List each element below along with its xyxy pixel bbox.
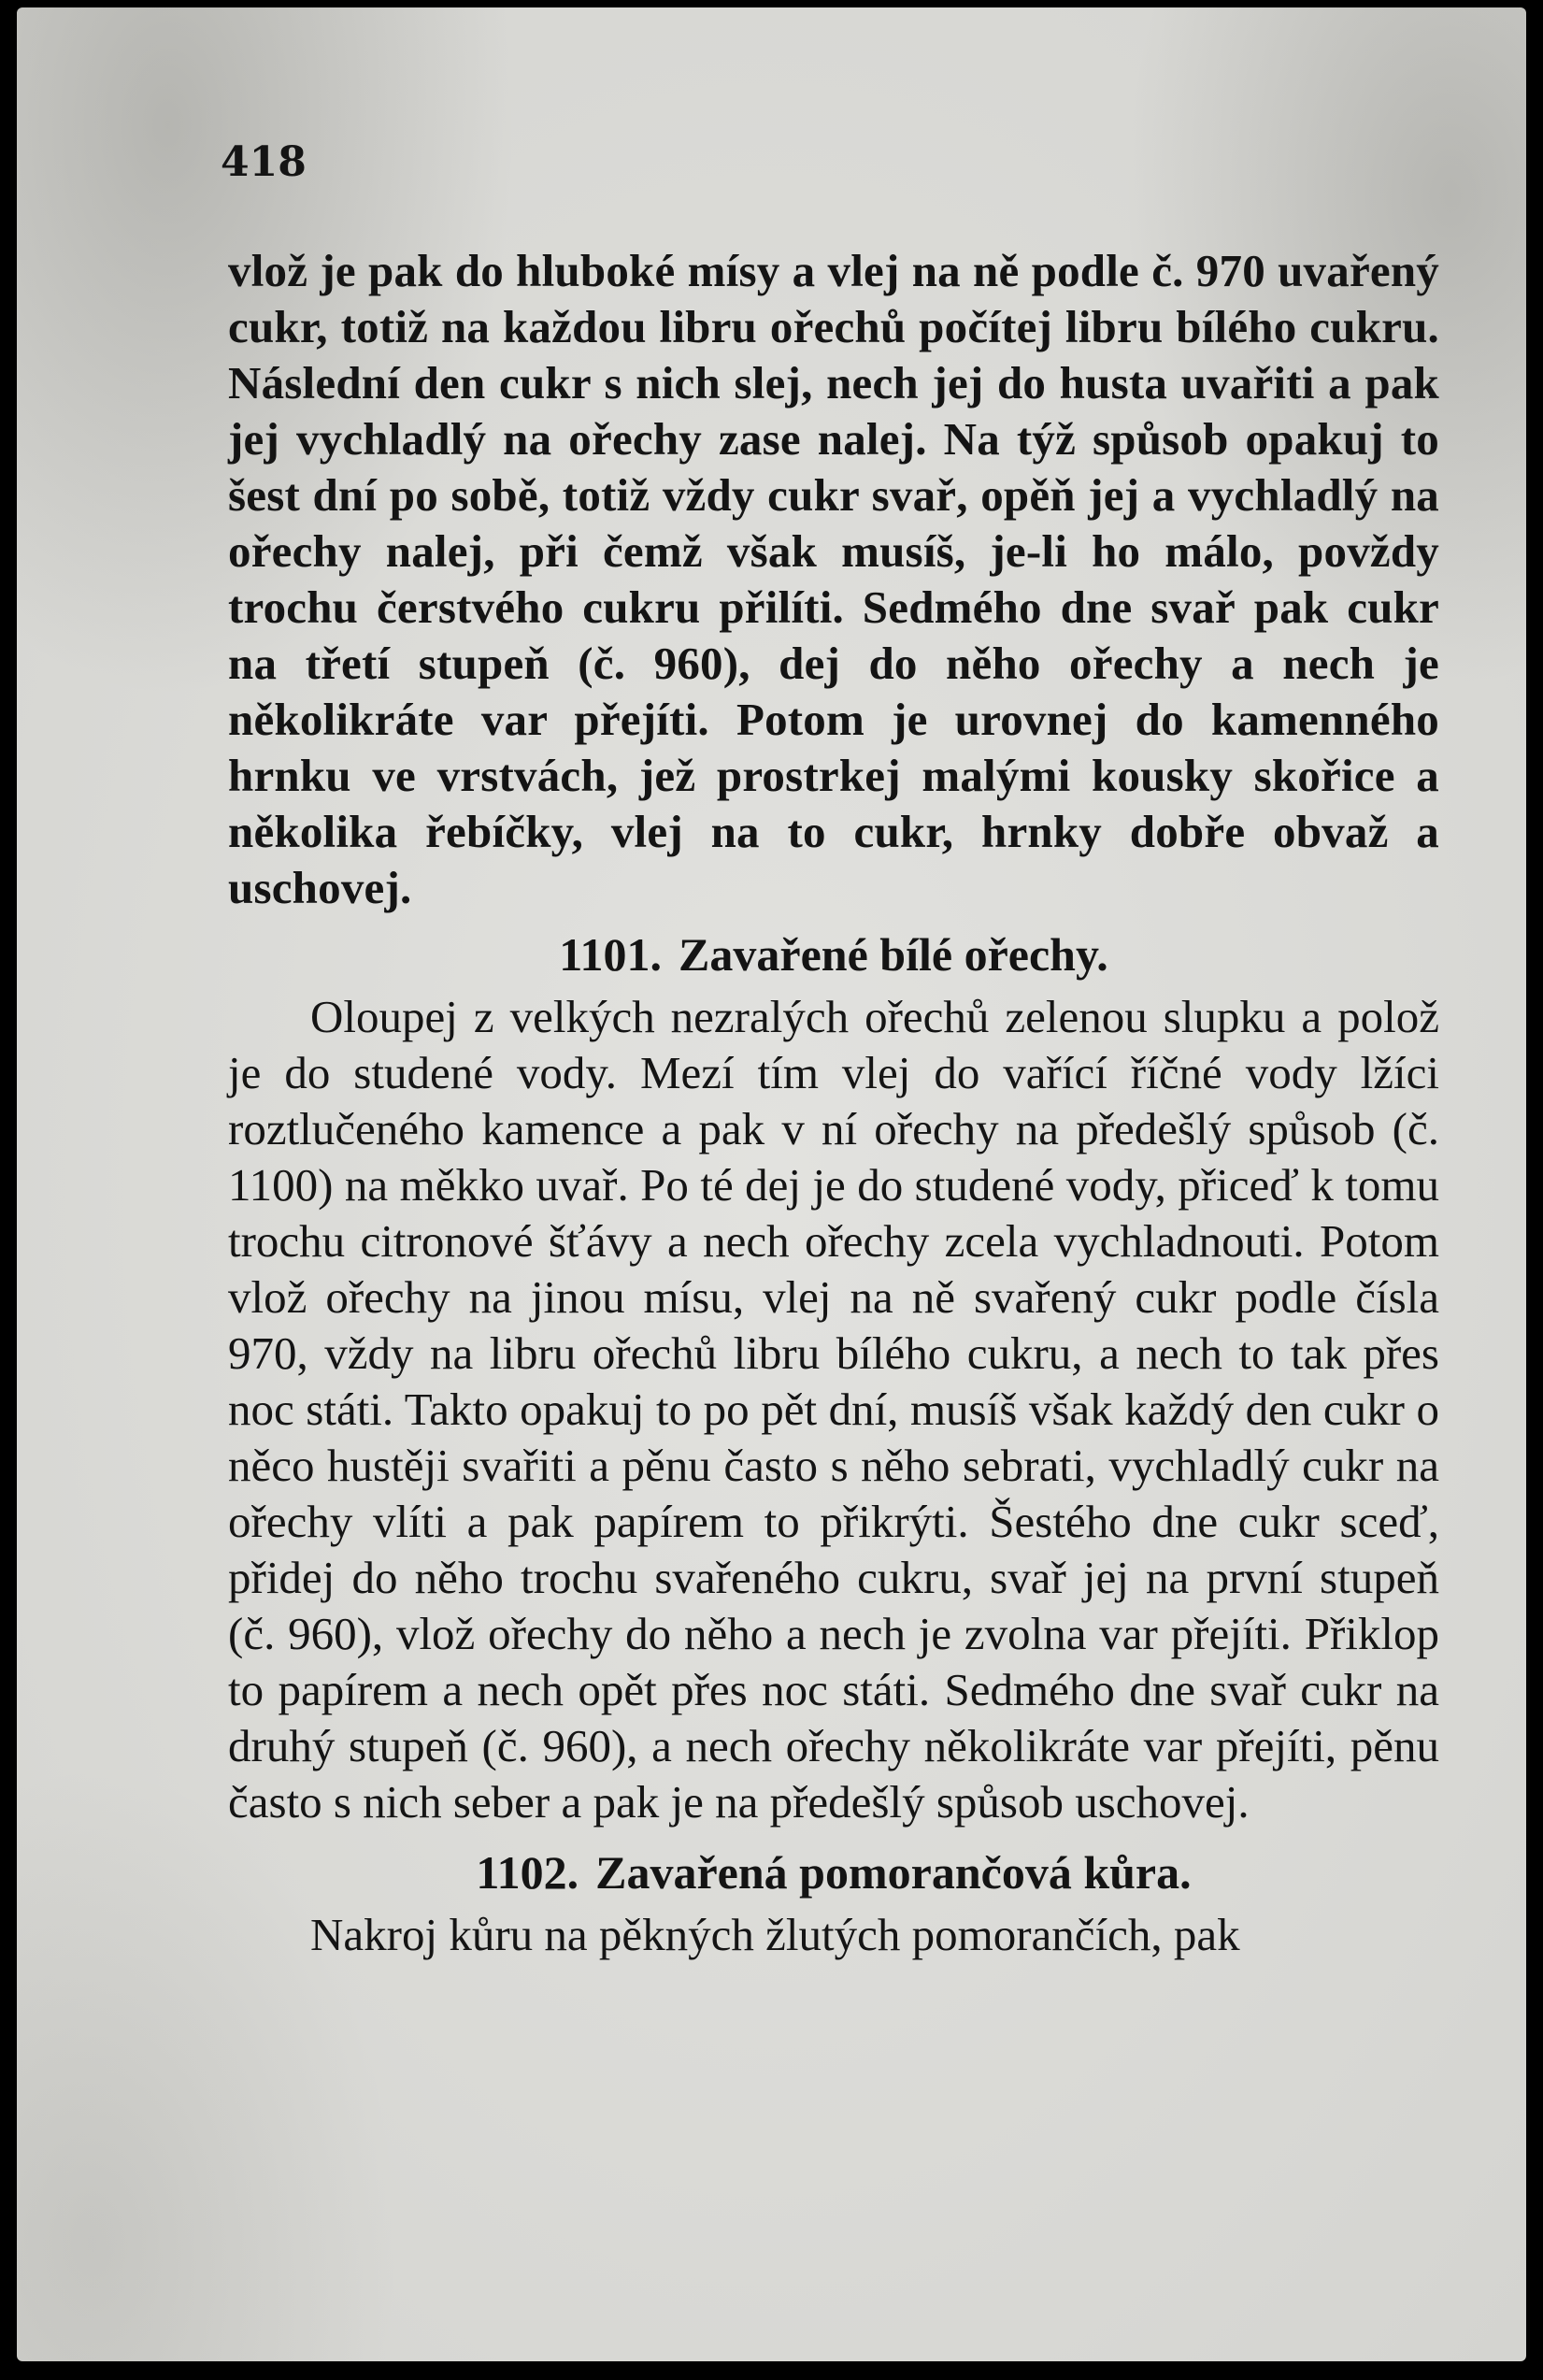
recipe-title: Zavařené bílé ořechy.	[679, 928, 1108, 981]
recipe-body-1102: Nakroj kůru na pěkných žlutých pomorančích, pak	[310, 1909, 1240, 1960]
recipe-heading-1101	[228, 925, 1439, 983]
recipe-body-1101: Oloupej z velkých nezralých ořechů zelenou slupku a polož je do studené vody. Mezí tím vlej do vařící říčné vody lžíci roztlučeného kamence a pak v ní ořechy na předešlý spůsob (č. 1100) na měkko uvař. Po té dej je do studené vody, přiceď k tomu trochu citronové šťávy a nech ořechy zcela vychladnouti. Potom vlož ořechy na jinou mísu, vlej na ně svařený cukr podle čísla 970, vždy na libru ořechů libru bílého cukru, a nech to tak přes noc státi. Takto opakuj to po pět dní, musíš však každý den cukr o něco hustěji svařiti a pěnu často s něho sebrati, vychladlý cukr na ořechy vlíti a pak papírem to přikrýti. Šestého dne cukr sceď, přidej do něho trochu svařeného cukru, svař jej na první stupeň (č. 960), vlož ořechy do něho a nech je zvolna var přejíti. Přiklop to papírem a nech opět přes noc státi. Sedmého dne svař cukr na druhý stupeň (č. 960), a nech ořechy několikráte var přejíti, pěnu často s nich seber a pak je na předešlý spůsob uschovej.	[228, 991, 1439, 1828]
recipe-number: 1101.	[559, 928, 663, 981]
recipe-title: Zavařená pomorančová kůra.	[595, 1846, 1192, 1899]
recipe-number: 1102.	[476, 1846, 579, 1899]
recipe-heading-1102	[228, 1843, 1439, 1901]
book-page	[17, 7, 1526, 2361]
continued-paragraph: vlož je pak do hluboké mísy a vlej na ně podle č. 970 uvařený cukr, totiž na každou libru ořechů počítej libru bílého cukru. Následní den cukr s nich slej, nech jej do husta uvařiti a pak jej vychladlý na ořechy zase nalej. Na týž spůsob opakuj to šest dní po sobě, totiž vždy cukr svař, opěň jej a vychladlý na ořechy nalej, při čemž však musíš, je-li ho málo, povždy trochu čerstvého cukru přilíti. Sedmého dne svař pak cukr na třetí stupeň (č. 960), dej do něho ořechy a nech je několikráte var přejíti. Potom je urovnej do kamenného hrnku ve vrstvách, jež prostrkej malými kousky skořice a několika řebíčky, vlej na to cukr, hrnky dobře obvaž a uschovej.	[228, 245, 1439, 913]
page-number: 418	[221, 138, 307, 186]
page-text	[228, 243, 1439, 1963]
